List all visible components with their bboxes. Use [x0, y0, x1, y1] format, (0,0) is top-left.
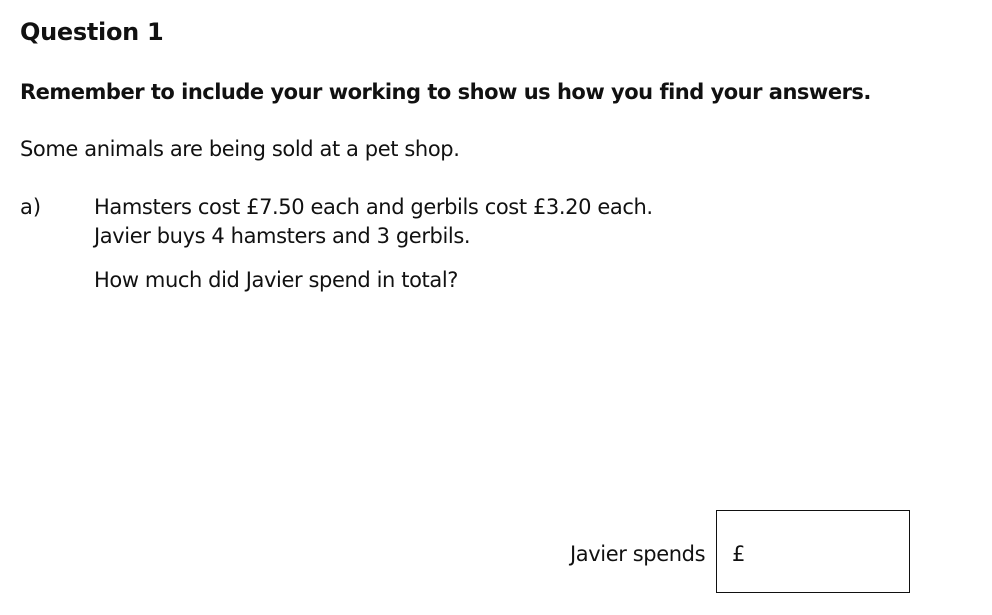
part-a-question: How much did Javier spend in total?	[94, 268, 459, 292]
answer-input[interactable]	[755, 537, 895, 567]
answer-label: Javier spends	[570, 542, 706, 566]
currency-symbol: £	[732, 542, 746, 566]
question-title: Question 1	[20, 18, 164, 46]
part-a-label: a)	[20, 195, 42, 219]
part-a-purchase: Javier buys 4 hamsters and 3 gerbils.	[94, 224, 471, 248]
part-a-prices: Hamsters cost £7.50 each and gerbils cost £3.20 each.	[94, 195, 653, 219]
answer-box[interactable]	[716, 510, 910, 593]
working-instruction: Remember to include your working to show us how you find your answers.	[20, 80, 871, 104]
question-intro: Some animals are being sold at a pet shop.	[20, 137, 460, 161]
